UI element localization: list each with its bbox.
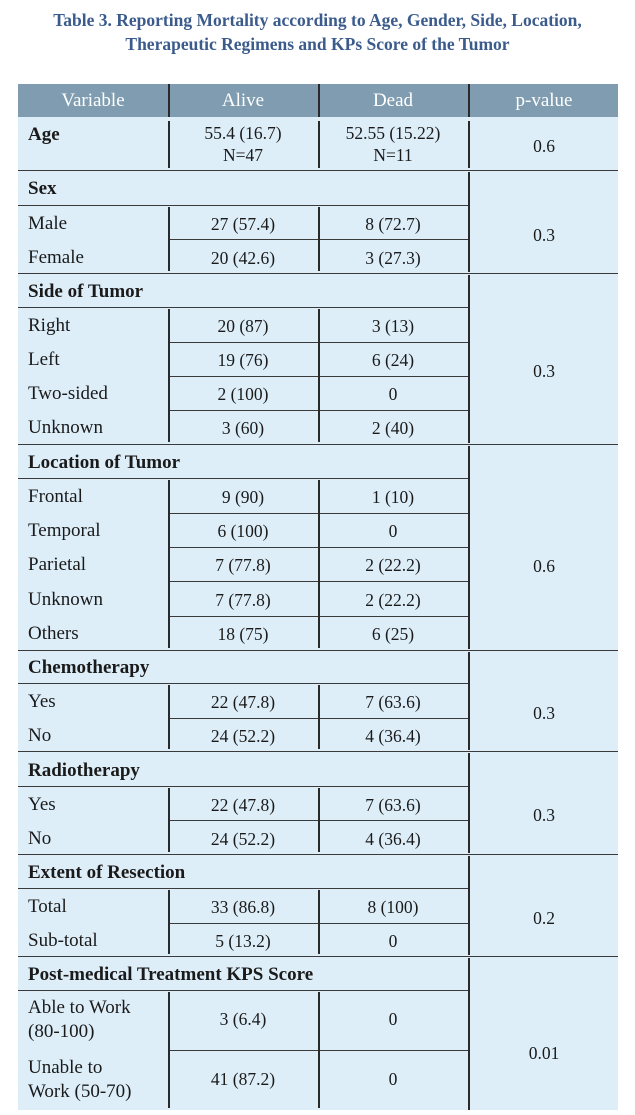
row-label-frontal: Frontal [28, 486, 83, 507]
row-divider [18, 478, 468, 479]
column-divider [168, 685, 170, 749]
section-divider [18, 444, 618, 445]
header-alive: Alive [221, 90, 265, 111]
row-divider [18, 205, 468, 206]
cell-alive: 7 (77.8) [215, 590, 271, 610]
cell-dead: 4 (36.4) [365, 726, 421, 746]
cell-dead: 4 (36.4) [365, 829, 421, 849]
cell-alive: 22 (47.8) [210, 692, 276, 712]
section-divider [18, 170, 618, 171]
row-divider [18, 307, 468, 308]
row-label-female: Female [28, 247, 84, 268]
cell-alive: 22 (47.8) [210, 795, 276, 815]
cell-dead: 1 (10) [371, 487, 415, 507]
radiotherapy-p-value: 0.3 [533, 805, 555, 825]
column-divider [318, 480, 320, 648]
header-variable: Variable [61, 90, 125, 111]
row-label-total: Total [28, 896, 67, 917]
column-divider [468, 446, 470, 649]
able-line-2: (80-100) [28, 1021, 95, 1042]
age-dead-value: 52.55 (15.22) [345, 123, 441, 143]
cell-dead: 6 (25) [371, 624, 415, 644]
resection-p-value: 0.2 [533, 908, 555, 928]
row-label-no: No [28, 828, 52, 849]
cell-alive: 33 (86.8) [210, 897, 276, 917]
row-label-no: No [28, 725, 52, 746]
cell-alive: 41 (87.2) [210, 1069, 276, 1089]
column-divider [168, 890, 170, 954]
cell-alive: 20 (42.6) [210, 248, 276, 268]
section-divider [18, 751, 618, 752]
column-divider [318, 309, 320, 442]
section-divider [18, 956, 618, 957]
column-divider [468, 856, 470, 955]
section-divider [18, 650, 618, 651]
row-label-yes: Yes [28, 691, 56, 712]
row-label-male: Male [28, 213, 68, 234]
cell-dead: 3 (13) [371, 316, 415, 336]
column-divider [318, 788, 320, 852]
cell-dead: 6 (24) [371, 350, 415, 370]
section-divider [18, 854, 618, 855]
chemotherapy-p-value: 0.3 [533, 703, 555, 723]
row-label-yes: Yes [28, 794, 56, 815]
cell-dead: 0 [388, 1069, 398, 1089]
column-divider [468, 172, 470, 272]
cell-dead [320, 122, 466, 166]
age-alive-n: N=47 [222, 145, 263, 165]
column-divider [468, 275, 470, 443]
cell-alive: 18 (75) [217, 624, 269, 644]
section-title-radiotherapy: Radiotherapy [28, 760, 140, 781]
column-divider [468, 958, 470, 1110]
mortality-table [18, 84, 618, 1110]
row-divider [18, 786, 468, 787]
column-divider [468, 121, 470, 168]
row-label-right: Right [28, 315, 71, 336]
row-label-age: Age [28, 124, 60, 145]
column-divider [168, 207, 170, 271]
cell-dead: 0 [388, 1009, 398, 1029]
column-divider [168, 121, 170, 168]
cell-dead: 7 (63.6) [365, 692, 421, 712]
cell-alive: 24 (52.2) [210, 726, 276, 746]
cell-dead: 8 (72.7) [365, 214, 421, 234]
cell-dead: 2 (40) [371, 418, 415, 438]
column-divider [318, 685, 320, 749]
column-divider [168, 309, 170, 442]
cell-alive: 3 (60) [221, 418, 265, 438]
cell-alive: 6 (100) [217, 521, 269, 541]
cell-alive: 2 (100) [217, 384, 269, 404]
column-divider [318, 992, 320, 1108]
row-label-others: Others [28, 623, 79, 644]
column-divider [468, 652, 470, 750]
sex-p-value: 0.3 [533, 225, 555, 245]
cell-dead: 2 (22.2) [365, 555, 421, 575]
cell-alive: 27 (57.4) [210, 214, 276, 234]
column-divider [318, 207, 320, 271]
section-title-kps: Post-medical Treatment KPS Score [28, 964, 314, 985]
column-divider [468, 753, 470, 853]
cell-alive: 5 (13.2) [215, 931, 271, 951]
row-label-unknown: Unknown [28, 417, 103, 438]
cell-dead: 8 (100) [367, 897, 419, 917]
row-label-unknown: Unknown [28, 589, 103, 610]
row-label-temporal: Temporal [28, 520, 101, 541]
row-label-sub-total: Sub-total [28, 930, 98, 951]
cell-dead: 3 (27.3) [365, 248, 421, 268]
age-dead-n: N=11 [373, 145, 413, 165]
row-label-left: Left [28, 349, 60, 370]
column-divider [318, 890, 320, 954]
cell-alive [170, 122, 316, 166]
header-divider [318, 84, 320, 117]
column-divider [318, 121, 320, 168]
column-divider [168, 480, 170, 648]
cell-dead: 0 [388, 384, 398, 404]
section-title-sex: Sex [28, 178, 57, 199]
row-label-able-to-work [28, 996, 131, 1044]
section-divider [18, 273, 618, 274]
header-divider [168, 84, 170, 117]
caption-line-2: Therapeutic Regimens and KPs Score of the Tumor [125, 34, 510, 54]
header-pvalue: p-value [515, 90, 573, 111]
row-label-parietal: Parietal [28, 554, 87, 575]
section-title-location: Location of Tumor [28, 452, 181, 473]
cell-alive: 9 (90) [221, 487, 265, 507]
unable-line-2: Work (50-70) [28, 1081, 132, 1102]
cell-alive: 3 (6.4) [219, 1009, 267, 1029]
row-divider [18, 683, 468, 684]
column-divider [168, 788, 170, 852]
unable-line-1: Unable to [28, 1057, 103, 1078]
table-caption [0, 8, 635, 56]
row-divider [18, 888, 468, 889]
cell-dead: 7 (63.6) [365, 795, 421, 815]
cell-alive: 20 (87) [217, 316, 269, 336]
able-line-1: Able to Work [28, 997, 131, 1018]
cell-alive: 7 (77.8) [215, 555, 271, 575]
column-divider [168, 992, 170, 1108]
age-alive-value: 55.4 (16.7) [204, 123, 282, 143]
location-p-value: 0.6 [533, 556, 555, 576]
caption-line-1: Table 3. Reporting Mortality according to Age, Gender, Side, Location, [53, 10, 582, 30]
kps-p-value: 0.01 [528, 1043, 560, 1063]
section-title-resection: Extent of Resection [28, 862, 186, 883]
cell-dead: 0 [388, 931, 398, 951]
side-p-value: 0.3 [533, 361, 555, 381]
cell-dead: 2 (22.2) [365, 590, 421, 610]
row-label-two-sided: Two-sided [28, 383, 108, 404]
header-divider [468, 84, 470, 117]
cell-dead: 0 [388, 521, 398, 541]
section-title-chemotherapy: Chemotherapy [28, 657, 150, 678]
cell-alive: 24 (52.2) [210, 829, 276, 849]
section-title-side: Side of Tumor [28, 281, 144, 302]
cell-alive: 19 (76) [217, 350, 269, 370]
row-divider [18, 990, 468, 991]
header-dead: Dead [372, 90, 414, 111]
age-p-value: 0.6 [533, 136, 555, 156]
row-label-unable-to-work [28, 1056, 131, 1104]
